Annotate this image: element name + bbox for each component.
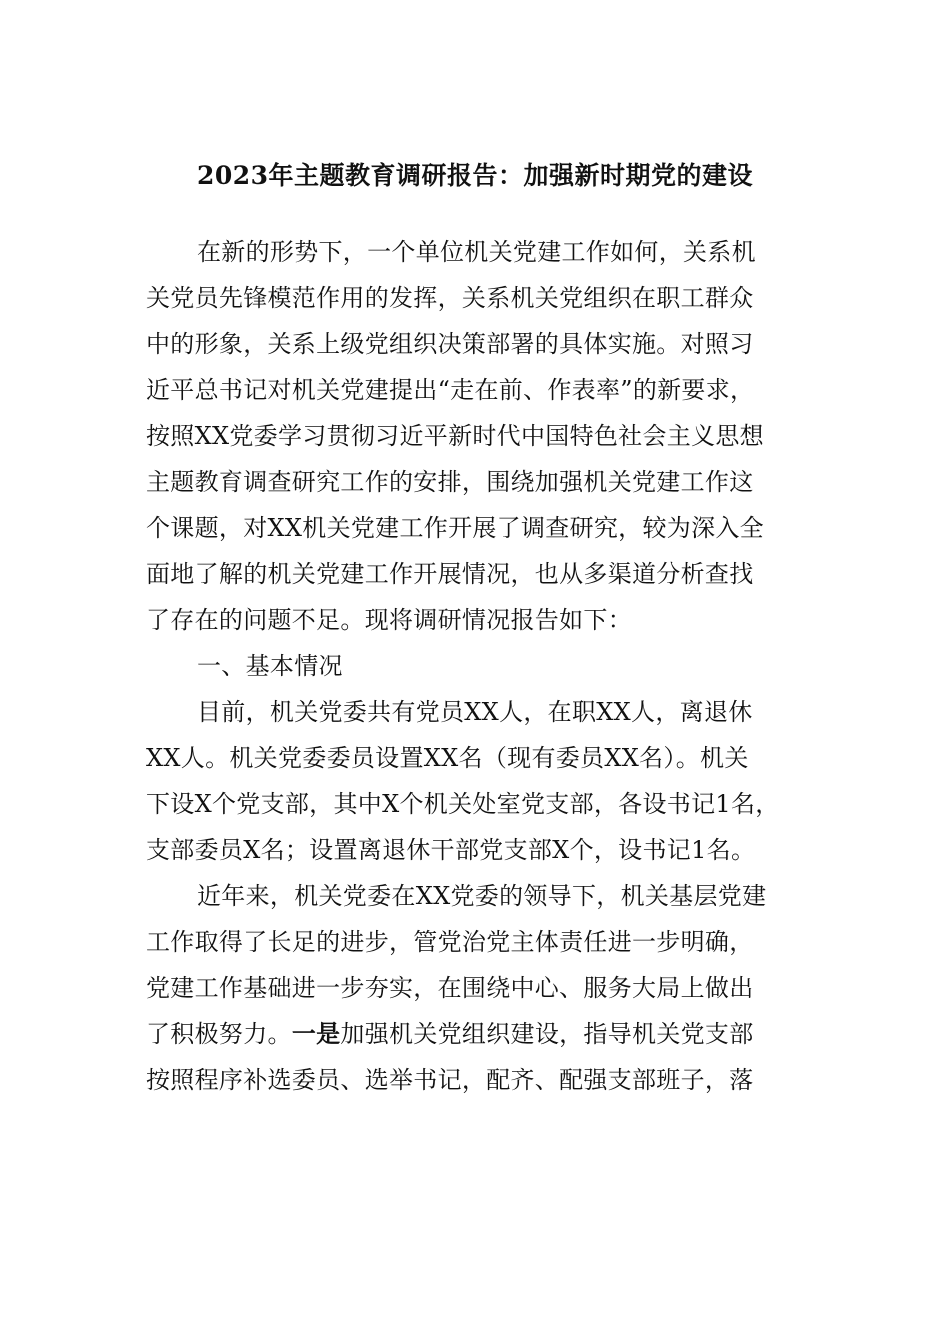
paragraph-line: 了存在的问题不足。现将调研情况报告如下：: [146, 606, 632, 634]
document-title: 2023年主题教育调研报告：加强新时期党的建设: [196, 161, 754, 190]
paragraph-line: 党建工作基础进一步夯实，在围绕中心、服务大局上做出: [146, 974, 754, 1002]
paragraph-line: 目前，机关党委共有党员XX人，在职XX人，离退休: [197, 698, 753, 726]
paragraph-line: 关党员先锋模范作用的发挥，关系机关党组织在职工群众: [146, 284, 754, 312]
paragraph-line: XX人。机关党委委员设置XX名（现有委员XX名）。机关: [146, 744, 749, 772]
paragraph-line: 支部委员X名；设置离退休干部党支部X个，设书记1名。: [146, 836, 756, 864]
paragraph-line: 近年来，机关党委在XX党委的领导下，机关基层党建: [197, 882, 767, 910]
paragraph-line: 近平总书记对机关党建提出“走在前、作表率”的新要求，: [146, 376, 755, 404]
paragraph-line: 工作取得了长足的进步，管党治党主体责任进一步明确，: [146, 928, 754, 956]
section-heading: 一、基本情况: [197, 652, 343, 680]
text-run: 了积极努力。: [146, 1020, 292, 1048]
paragraph-line: 中的形象，关系上级党组织决策部署的具体实施。对照习: [146, 330, 754, 358]
paragraph-line: 按照XX党委学习贯彻习近平新时代中国特色社会主义思想: [146, 422, 764, 450]
text-run: 加强机关党组织建设，指导机关党支部: [340, 1020, 754, 1048]
paragraph-line: 下设X个党支部，其中X个机关处室党支部，各设书记1名，: [146, 790, 780, 818]
paragraph-line: [146, 1018, 754, 1050]
paragraph-line: 主题教育调查研究工作的安排，围绕加强机关党建工作这: [146, 468, 754, 496]
emphasis-text: 一是: [291, 1019, 341, 1048]
paragraph-line: 按照程序补选委员、选举书记，配齐、配强支部班子，落: [146, 1066, 754, 1094]
paragraph-line: 个课题，对XX机关党建工作开展了调查研究，较为深入全: [146, 514, 764, 542]
paragraph-line: 在新的形势下，一个单位机关党建工作如何，关系机: [197, 238, 756, 266]
paragraph-line: 面地了解的机关党建工作开展情况，也从多渠道分析查找: [146, 560, 754, 588]
